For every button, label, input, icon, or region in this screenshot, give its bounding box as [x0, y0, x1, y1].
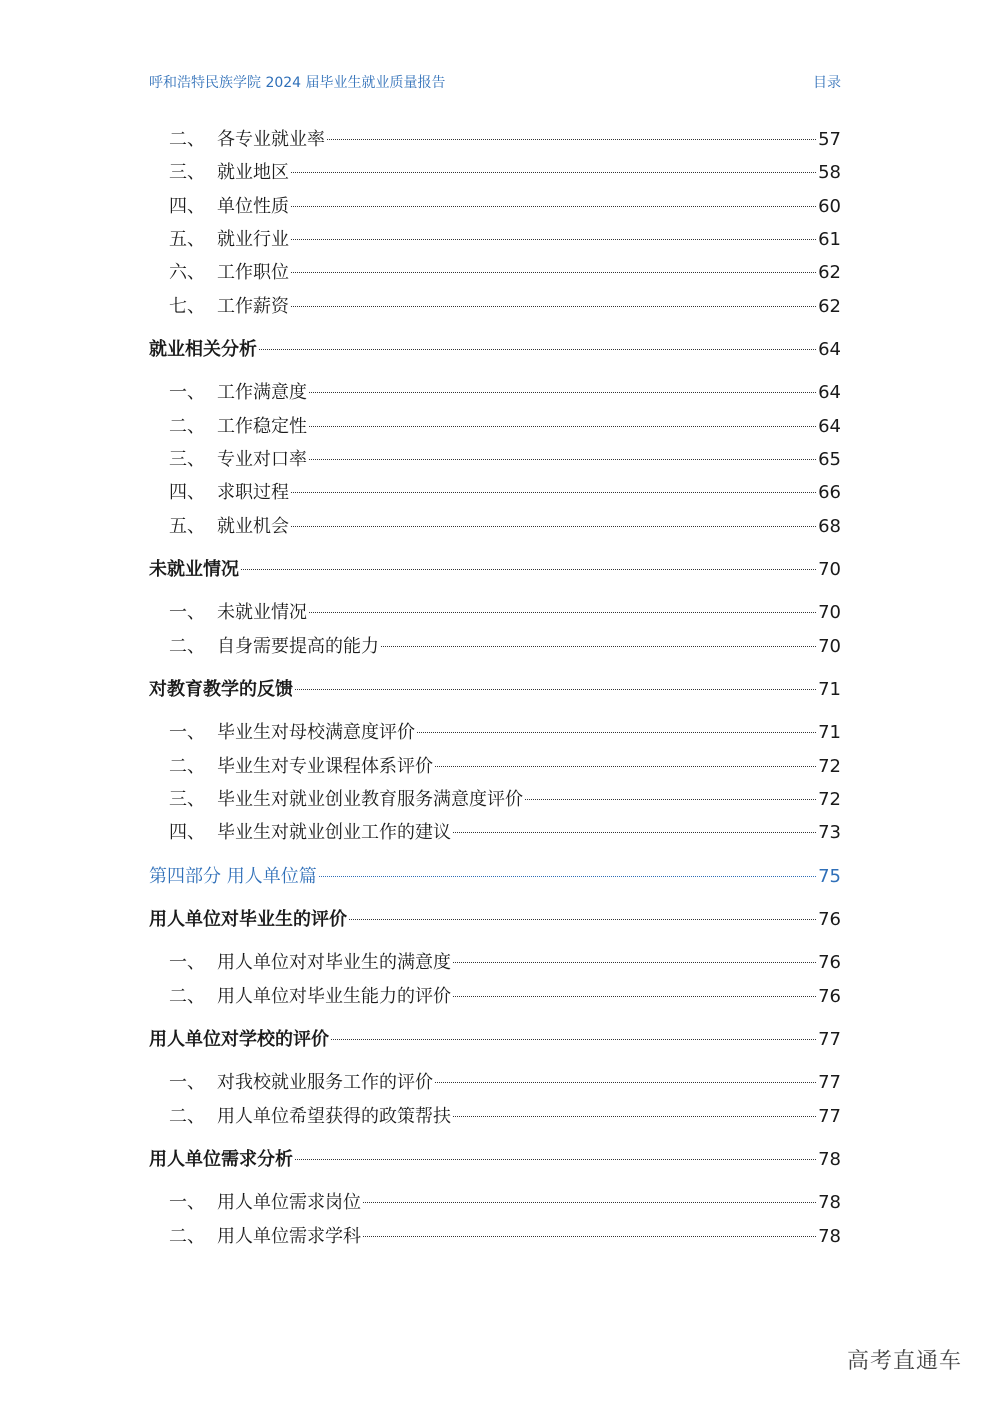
toc-entry[interactable]: [149, 754, 841, 780]
toc-entry-number: 一、: [169, 1192, 205, 1213]
dot-leader: [381, 645, 816, 647]
toc-entry[interactable]: [149, 1104, 841, 1130]
dot-leader: [349, 918, 816, 920]
toc-entry-title: 用人单位需求岗位: [217, 1192, 361, 1213]
dot-leader: [363, 1201, 816, 1203]
dot-leader: [259, 348, 816, 350]
toc-entry-number: 五、: [169, 229, 205, 250]
toc-entry-title: 工作薪资: [217, 296, 289, 317]
toc-entry-number: 二、: [169, 416, 205, 437]
toc-entry-number: 二、: [169, 636, 205, 657]
page-header: [149, 72, 841, 94]
dot-leader: [309, 425, 816, 427]
toc-entry[interactable]: [149, 950, 841, 976]
dot-leader: [295, 688, 816, 690]
toc-entry[interactable]: [149, 294, 841, 320]
dot-leader: [453, 831, 816, 833]
toc-entry-title: 自身需要提高的能力: [217, 636, 379, 657]
toc-entry-number: 二、: [169, 1106, 205, 1127]
dot-leader: [291, 171, 816, 173]
toc-page-number: 75: [818, 866, 841, 887]
toc-page-number: 65: [818, 449, 841, 470]
toc-page-number: 64: [818, 416, 841, 437]
toc-page-number: 77: [818, 1106, 841, 1127]
dot-leader: [309, 458, 816, 460]
toc-entry-number: 四、: [169, 196, 205, 217]
toc-entry-number: 一、: [169, 602, 205, 623]
toc-entry[interactable]: [149, 127, 841, 153]
toc-entry[interactable]: [149, 634, 841, 660]
toc-entry-title: 就业相关分析: [149, 339, 257, 360]
toc-entry-title: 毕业生对就业创业工作的建议: [217, 822, 451, 843]
toc-entry-number: 一、: [169, 722, 205, 743]
dot-leader: [331, 1038, 816, 1040]
report-title: 呼和浩特民族学院 2024 届毕业生就业质量报告: [149, 75, 446, 91]
toc-entry-title: 就业地区: [217, 162, 289, 183]
toc-page-number: 73: [818, 822, 841, 843]
dot-leader: [291, 525, 816, 527]
dot-leader: [291, 305, 816, 307]
toc-entry[interactable]: [149, 414, 841, 440]
toc-entry-title: 用人单位对学校的评价: [149, 1029, 329, 1050]
toc-page-number: 77: [818, 1029, 841, 1050]
toc-entry-number: 二、: [169, 1226, 205, 1247]
dot-leader: [363, 1235, 816, 1237]
dot-leader: [525, 798, 816, 800]
toc-entry-number: 一、: [169, 952, 205, 973]
dot-leader: [453, 961, 816, 963]
toc-entry[interactable]: [149, 380, 841, 406]
toc-entry-title: 工作稳定性: [217, 416, 307, 437]
toc-chapter-heading[interactable]: [149, 1147, 841, 1173]
toc-entry-title: 毕业生对专业课程体系评价: [217, 756, 433, 777]
toc-entry[interactable]: [149, 787, 841, 813]
toc-entry-number: 四、: [169, 822, 205, 843]
dot-leader: [309, 611, 816, 613]
toc-page-number: 76: [818, 909, 841, 930]
toc-chapter-heading[interactable]: [149, 557, 841, 583]
toc-entry-number: 二、: [169, 756, 205, 777]
toc-page-number: 70: [818, 636, 841, 657]
toc-entry-title: 毕业生对母校满意度评价: [217, 722, 415, 743]
toc-entry-title: 用人单位需求分析: [149, 1149, 293, 1170]
toc-chapter-heading[interactable]: [149, 907, 841, 933]
toc-entry[interactable]: [149, 984, 841, 1010]
toc-entry[interactable]: [149, 600, 841, 626]
toc-page-number: 64: [818, 382, 841, 403]
toc-chapter-heading[interactable]: [149, 337, 841, 363]
toc-page-number: 60: [818, 196, 841, 217]
toc-entry[interactable]: [149, 720, 841, 746]
toc-chapter-heading[interactable]: [149, 677, 841, 703]
toc-chapter-heading[interactable]: [149, 1027, 841, 1053]
dot-leader: [435, 765, 816, 767]
toc-entry[interactable]: [149, 820, 841, 846]
toc-entry-title: 用人单位对毕业生的评价: [149, 909, 347, 930]
toc-page-number: 58: [818, 162, 841, 183]
toc-page-number: 62: [818, 262, 841, 283]
dot-leader: [291, 491, 816, 493]
toc-page-number: 72: [818, 756, 841, 777]
toc-entry-title: 工作满意度: [217, 382, 307, 403]
toc-entry-number: 一、: [169, 382, 205, 403]
toc-entry-title: 工作职位: [217, 262, 289, 283]
toc-page-number: 71: [818, 679, 841, 700]
dot-leader: [327, 138, 816, 140]
dot-leader: [309, 391, 816, 393]
toc-page-number: 71: [818, 722, 841, 743]
toc-entry[interactable]: [149, 480, 841, 506]
dot-leader: [319, 875, 816, 877]
dot-leader: [295, 1158, 816, 1160]
toc-page-number: 78: [818, 1149, 841, 1170]
toc-entry-number: 二、: [169, 986, 205, 1007]
toc-entry-number: 六、: [169, 262, 205, 283]
toc-entry-number: 二、: [169, 129, 205, 150]
watermark: 高考直通车: [846, 1349, 962, 1374]
toc-entry-number: 三、: [169, 789, 205, 810]
toc-page-number: 78: [818, 1192, 841, 1213]
toc-page-number: 77: [818, 1072, 841, 1093]
toc-entry-title: 就业行业: [217, 229, 289, 250]
toc-page-number: 70: [818, 559, 841, 580]
toc-entry-title: 单位性质: [217, 196, 289, 217]
toc-entry-title: 用人单位希望获得的政策帮扶: [217, 1106, 451, 1127]
toc-entry-title: 用人单位对对毕业生的满意度: [217, 952, 451, 973]
toc-entry-title: 用人单位需求学科: [217, 1226, 361, 1247]
toc-entry[interactable]: [149, 447, 841, 473]
toc-entry-title: 对教育教学的反馈: [149, 679, 293, 700]
toc-page-number: 64: [818, 339, 841, 360]
toc-entry-number: 一、: [169, 1072, 205, 1093]
toc-entry-number: 三、: [169, 162, 205, 183]
toc-entry-title: 对我校就业服务工作的评价: [217, 1072, 433, 1093]
toc-entry-number: 三、: [169, 449, 205, 470]
toc-entry-title: 毕业生对就业创业教育服务满意度评价: [217, 789, 523, 810]
toc-entry-title: 就业机会: [217, 516, 289, 537]
dot-leader: [453, 1115, 816, 1117]
toc-entry[interactable]: [149, 260, 841, 286]
toc-page-number: 78: [818, 1226, 841, 1247]
dot-leader: [417, 731, 816, 733]
toc-entry-title: 各专业就业率: [217, 129, 325, 150]
dot-leader: [291, 271, 816, 273]
toc-page-number: 61: [818, 229, 841, 250]
toc-page-number: 62: [818, 296, 841, 317]
toc-entry-number: 五、: [169, 516, 205, 537]
toc-page-number: 57: [818, 129, 841, 150]
toc-entry[interactable]: [149, 1070, 841, 1096]
dot-leader: [291, 205, 816, 207]
toc-entry-title: 用人单位对毕业生能力的评价: [217, 986, 451, 1007]
toc-entry[interactable]: [149, 227, 841, 253]
toc-page-number: 66: [818, 482, 841, 503]
toc-page-number: 76: [818, 986, 841, 1007]
section-label: 目录: [813, 75, 841, 91]
toc-part-heading[interactable]: [149, 864, 841, 890]
toc-entry[interactable]: [149, 194, 841, 220]
toc-entry-title: 未就业情况: [217, 602, 307, 623]
toc-entry-title: 第四部分 用人单位篇: [149, 866, 317, 887]
dot-leader: [453, 995, 816, 997]
dot-leader: [241, 568, 816, 570]
toc-entry-number: 四、: [169, 482, 205, 503]
dot-leader: [435, 1081, 816, 1083]
toc-entry[interactable]: [149, 514, 841, 540]
toc-entry[interactable]: [149, 160, 841, 186]
toc-page-number: 72: [818, 789, 841, 810]
toc-page-number: 76: [818, 952, 841, 973]
toc-entry-title: 未就业情况: [149, 559, 239, 580]
toc-entry-title: 求职过程: [217, 482, 289, 503]
toc-entry[interactable]: [149, 1224, 841, 1250]
toc-entry[interactable]: [149, 1190, 841, 1216]
toc-entry-title: 专业对口率: [217, 449, 307, 470]
toc-page-number: 70: [818, 602, 841, 623]
toc-entry-number: 七、: [169, 296, 205, 317]
toc-page-number: 68: [818, 516, 841, 537]
dot-leader: [291, 238, 816, 240]
